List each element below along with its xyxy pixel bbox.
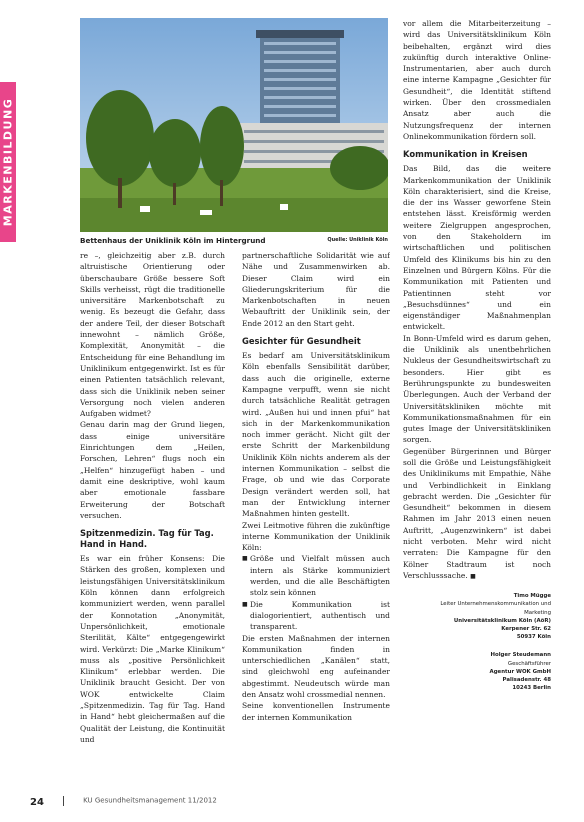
author-line: Palisadenstr. 48 xyxy=(502,677,551,684)
section-heading: Spitzenmedizin. Tag für Tag. Hand in Hand. xyxy=(80,528,214,550)
author-signature-2 xyxy=(403,651,551,692)
paragraph: re –, gleichzeitig aber z.B. durch altruistische Orientierung oder überschaubare Größe bessere Soft Skills verheisst, rügt die traditionelle universitäre Markenbotschaft zu wenig. Es bezeugt die Gefahr, dass der andere Teil, der dieser Botschaft innewohnt – nämlich Größe, Komplexität, Anonymität – die Entscheidung für eine Behandlung im Uniklinikum entgegenwirkt. Ist es für einen Patienten tatsächlich relevant, dass sich die Uniklinik neben seiner Versorgung noch vielen anderen Aufgaben widmet? xyxy=(80,251,225,419)
author-line: Universitätsklinikum Köln (AöR) xyxy=(453,617,551,624)
article-column-3 xyxy=(403,18,551,778)
paragraph: partnerschaftliche Solidarität wie auf Nähe und Zusammenwirken ab. Dieser Claim wird ein Gliederungskriterium für die Markenbotschaften in neuen Webauftritt der Uniklinik sein, der Ende 2012 an den Start geht. xyxy=(242,251,390,328)
author-name: Holger Steudemann xyxy=(490,652,551,659)
article-column-2 xyxy=(242,250,390,790)
footer-divider xyxy=(63,796,64,806)
photo-caption xyxy=(80,236,388,248)
paragraph: Es war ein früher Konsens: Die Stärken des großen, komplexen und leistungsfähigen Universitätsklinikum Köln können dann erfolgreich kommuniziert werden, wenn parallel der Konnotation „Anonymität, Unpersönlichkeit, emotionale Sterilität, Kälte“ entgegengewirkt wird. Verkürzt: Die „Marke Klinikum“ muss als „positive Persönlichkeit Klinikum“ erlebbar werden. Die Uniklinik braucht Gesicht. Der von WOK entwickelte Claim „Spitzenmedizin. Tag für Tag. Hand in Hand“ hebt gleichermaßen auf die Qualität der Leistung, die Kontinuität und xyxy=(80,554,225,744)
author-line: 10243 Berlin xyxy=(512,685,551,692)
hospital-photo xyxy=(80,18,388,232)
author-line: Kerpener Str. 62 xyxy=(501,626,551,633)
author-line: Leiter Unternehmenskommunikation und xyxy=(440,601,551,608)
author-line: Agentur WOK GmbH xyxy=(489,668,551,675)
section-heading: Gesichter für Gesundheit xyxy=(242,336,361,347)
paragraph: Das Bild, das die weitere Markenkommunikation der Uniklinik Köln charakterisiert, sind die Kreise, die der ins Wasser geworfene Stein entstehen lässt. Kreisförmig werden weitere Zielgruppen angesprochen, von den Stakeholdern im wirtschaftlichen und politischen Umfeld des Klinikums bis hin zu den Einzelnen und Bürgern Kölns. Für die Kommunikation mit Patienten und Patientinnen steht vor „Besuchsdünnes“ und ein eigenständiger Maßnahmenplan entwickelt. xyxy=(403,164,551,332)
paragraph: Zwei Leitmotive führen die zukünftige interne Kommunikation der Uniklinik Köln: xyxy=(242,520,390,553)
hospital-photo-image xyxy=(80,18,388,232)
photo-credit: Quelle: Uniklinik Köln xyxy=(327,237,388,243)
caption-text: Bettenhaus der Uniklinik Köln im Hintergrund xyxy=(80,236,266,245)
section-label: MARKENBILDUNG xyxy=(1,97,15,227)
bullet-list xyxy=(242,553,390,632)
paragraph xyxy=(403,446,551,583)
section-tab xyxy=(0,82,16,242)
paragraph: In Bonn-Umfeld wird es darum gehen, die Uniklinik als unentbehrlichen Nukleus der Gesundheitswirtschaft zu besonders. Hier gibt es Berührungspunkte zu bundesweiten Überlegungen. Auch der Verband der Universitätskliniken möchte mit Kommunikationsmaßnahmen für ein gutes Image der Universitätskliniken sorgen. xyxy=(403,333,551,445)
author-name: Timo Mügge xyxy=(513,593,551,600)
paragraph: Die ersten Maßnahmen der internen Kommunikation finden in unterschiedlichen „Kanälen“ statt, sind gleichwohl eng aufeinander abgestimmt. Neudeutsch würde man den Ansatz wohl crossmedial nennen. xyxy=(242,633,390,699)
list-item: ■ Die Kommunikation ist dialogorientiert, authentisch und transparent. xyxy=(242,599,390,633)
paragraph: vor allem die Mitarbeiterzeitung – wird das Universitätsklinikum Köln beibehalten, ergänzt wird dies zukünftig durch interaktive Online-Instrumentarien, aber auch durch eine interne Kampagne „Gesichter für Gesundheit“, die Identität stiftend wirken. Über den crossmedialen Ansatz aber auch die Nutzungsfrequenz der internen Onlinekommunikation fördern soll. xyxy=(403,19,551,141)
article-column-1 xyxy=(80,250,225,790)
paragraph: Es bedarf am Universitätsklinikum Köln ebenfalls Sensibilität darüber, dass auch die originelle, externe Kampagne verpufft, wenn sie nicht durch tatsächliche Realität getragen wird. „Außen hui und innen pfui“ hat sich in der Markenkommunikation noch immer gerächt. Nicht gilt der erste Schritt der Markenbildung Uniklinik Köln nichts anderem als der internen Kommunikation – selbst die Frage, ob und wie das Corporate Design verändert werden soll, hat man der Entwicklung interner Maßnahmen hinten gestellt. xyxy=(242,351,390,519)
author-line: Geschäftsführer xyxy=(507,660,551,667)
paragraph-text: Gegenüber Bürgerinnen und Bürger soll die Größe und Leistungsfähigkeit des Uniklinikums mit Empathie, Nähe und Verbindlichkeit in Einklang gebracht werden. Die „Gesichter für Gesundheit“ bekommen in diesem Rahmen im Jahr 2013 einen neuen Auftritt, „Augenzwinkern“ ist dabei nicht verboten. Mehr wird nicht verraten: Die Kampagne für den Kölner Stadtraum ist noch Verschlusssache. xyxy=(403,446,551,580)
author-line: 50937 Köln xyxy=(516,634,551,641)
end-mark: ■ xyxy=(470,572,476,580)
paragraph: Seine konventionellen Instrumente der internen Kommunikation xyxy=(242,701,390,722)
author-line: Marketing xyxy=(524,609,551,616)
page-number: 24 xyxy=(30,797,44,808)
magazine-name: KU Gesundheitsmanagement 11/2012 xyxy=(83,796,217,805)
paragraph: Genau darin mag der Grund liegen, dass einige universitäre Einrichtungen dem „Heilen, Forschen, Lehren“ flugs noch ein „Helfen“ hinzugefügt haben – und damit eine deskriptive, wohl kaum aber emotionale fassbare Erweiterung der Botschaft versuchen. xyxy=(80,420,225,520)
author-signature-1 xyxy=(403,592,551,641)
list-item: ■ Größe und Vielfalt müssen auch intern als Stärke kommuniziert werden, und die alle Beschäftigten stolz sein können xyxy=(242,553,390,598)
section-heading: Kommunikation in Kreisen xyxy=(403,149,528,160)
page-footer xyxy=(30,790,217,809)
